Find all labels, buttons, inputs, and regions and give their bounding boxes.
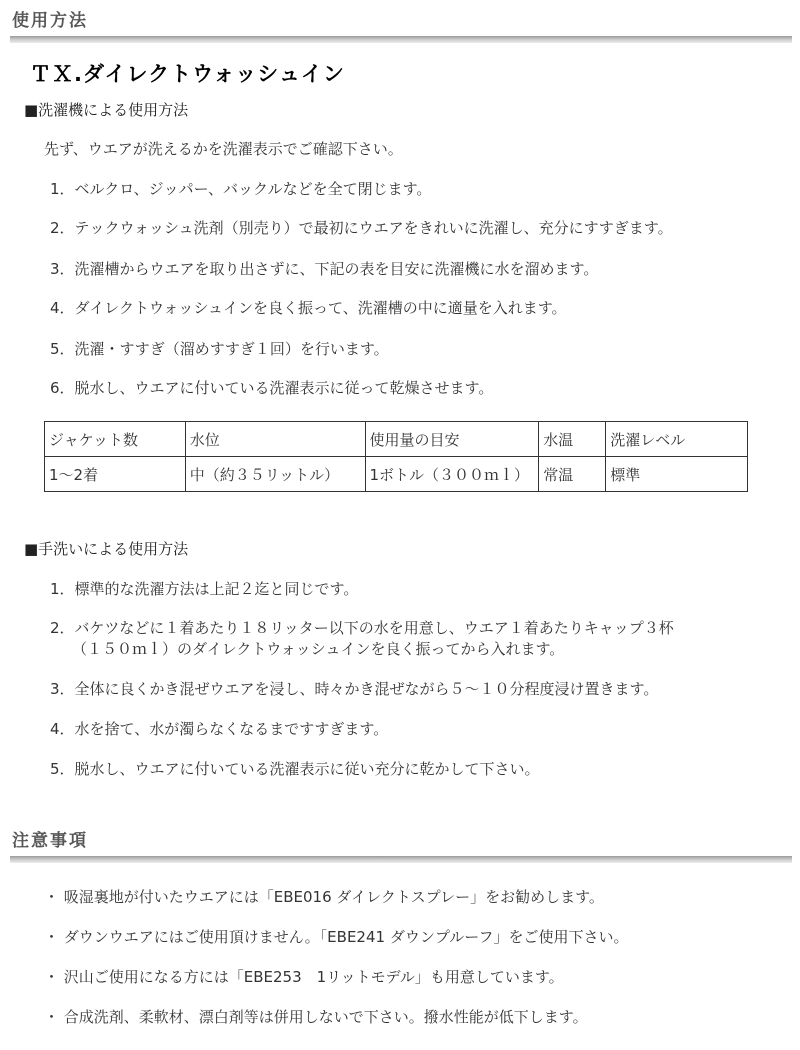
table-cell: 1ボトル（３００ｍｌ） <box>365 457 539 492</box>
hand-wash-heading: ■手洗いによる使用方法 <box>24 540 189 558</box>
machine-wash-heading: ■洗濯機による使用方法 <box>24 101 189 119</box>
caution-section-header <box>0 820 800 864</box>
table-header-cell: 使用量の目安 <box>365 422 539 457</box>
caution-section-title: 注意事項 <box>12 831 88 851</box>
product-title: ＴＸ.ダイレクトウォッシュイン <box>30 62 345 86</box>
machine-step: 6．脱水し、ウエアに付いている洗濯表示に従って乾燥させます。 <box>50 379 494 397</box>
machine-step: 5．洗濯・すすぎ（溜めすすぎ１回）を行います。 <box>50 340 389 358</box>
table-header-cell: 水温 <box>539 422 606 457</box>
table-header-row <box>45 422 748 457</box>
machine-step: 4．ダイレクトウォッシュインを良く振って、洗濯槽の中に適量を入れます。 <box>50 299 567 317</box>
caution-item: ・ 沢山ご使用になる方には「EBE253 1リットモデル」も用意しています。 <box>44 968 564 986</box>
hand-step: 2．バケツなどに１着あたり１８リッター以下の水を用意し、ウエア１着あたりキャップ３杯 <box>50 619 674 637</box>
machine-step: 1．ベルクロ、ジッパー、バックルなどを全て閉じます。 <box>50 180 432 198</box>
water-level-table <box>44 421 748 492</box>
table-row <box>45 457 748 492</box>
hand-step: 5．脱水し、ウエアに付いている洗濯表示に従い充分に乾かして下さい。 <box>50 760 540 778</box>
section-divider <box>10 856 792 863</box>
usage-section-title: 使用方法 <box>12 11 88 31</box>
caution-item: ・ 合成洗剤、柔軟材、漂白剤等は併用しないで下さい。撥水性能が低下します。 <box>44 1008 588 1026</box>
section-divider <box>10 36 792 43</box>
hand-step: 1．標準的な洗濯方法は上記２迄と同じです。 <box>50 580 359 598</box>
hand-step: 3．全体に良くかき混ぜウエアを浸し、時々かき混ぜながら５～１０分程度浸け置きます。 <box>50 680 659 698</box>
table-cell: 標準 <box>606 457 748 492</box>
usage-section-header <box>0 0 800 44</box>
machine-step: 2．テックウォッシュ洗剤（別売り）で最初にウエアをきれいに洗濯し、充分にすすぎます。 <box>50 219 673 237</box>
machine-step: 3．洗濯槽からウエアを取り出さずに、下記の表を目安に洗濯機に水を溜めます。 <box>50 260 599 278</box>
machine-wash-intro: 先ず、ウエアが洗えるかを洗濯表示でご確認下さい。 <box>44 140 403 158</box>
table-cell: 1～2着 <box>45 457 186 492</box>
hand-step-continued: （１５０ｍｌ）のダイレクトウォッシュインを良く振ってから入れます。 <box>72 640 565 658</box>
table-header-cell: 水位 <box>185 422 365 457</box>
table-header-cell: 洗濯レベル <box>606 422 748 457</box>
caution-item: ・ ダウンウエアにはご使用頂けません。「EBE241 ダウンプルーフ」をご使用下さい。 <box>44 928 629 946</box>
table-cell: 中（約３５リットル） <box>185 457 365 492</box>
caution-item: ・ 吸湿裏地が付いたウエアには「EBE016 ダイレクトスプレー」をお勧めします。 <box>44 888 604 906</box>
table-header-cell: ジャケット数 <box>45 422 186 457</box>
hand-step: 4．水を捨て、水が濁らなくなるまですすぎます。 <box>50 720 389 738</box>
table-cell: 常温 <box>539 457 606 492</box>
